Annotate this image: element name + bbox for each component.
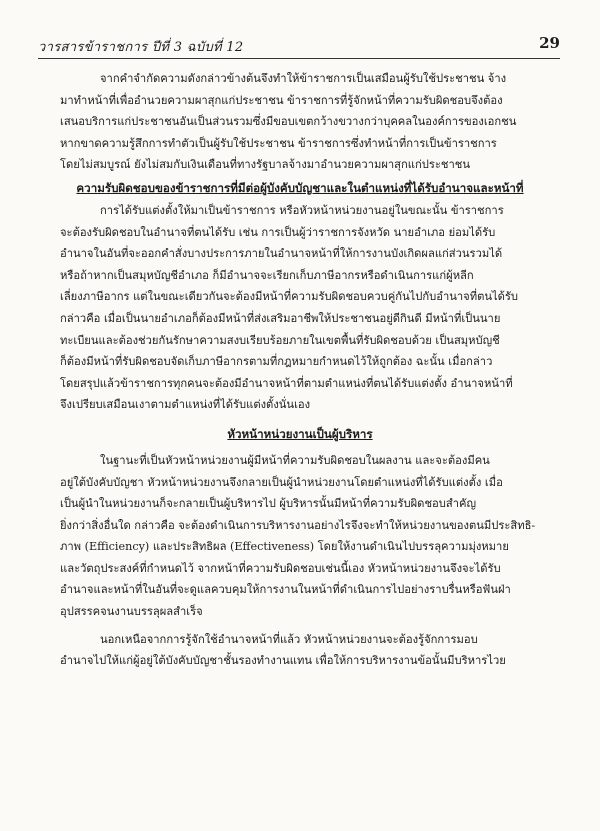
- text-line: ในฐานะที่เป็นหัวหน้าหน่วยงานผู้มีหน้าที่ความรับผิดชอบในผลงาน และจะต้องมีคน: [100, 453, 490, 467]
- text-line: ภาพ (Efficiency) และประสิทธิผล (Effectiveness) โดยให้งานดำเนินไปบรรลุความมุ่งหมาย: [60, 540, 509, 554]
- paragraph-3: [60, 450, 540, 623]
- journal-name: วารสารข้าราชการ ปีที่ 3 ฉบับที่ 12: [38, 40, 244, 55]
- text-line: ก็ต้องมีหน้าที่รับผิดชอบจัดเก็บภาษีอากรตามที่กฎหมายกำหนดไว้ให้ถูกต้อง ฉะนั้น เมื่อกล่าว: [60, 355, 493, 369]
- text-line: ทะเบียนและต้องช่วยกันรักษาความสงบเรียบร้อยภายในเขตพื้นที่รับผิดชอบด้วย เป็นสมุหบัญชี: [60, 333, 500, 347]
- text-line: อยู่ใต้บังคับบัญชา หัวหน้าหน่วยงานจึงกลายเป็นผู้นำหน่วยงานโดยตำแหน่งที่ได้รับแต่งตั้ง เมื่อ: [60, 475, 503, 489]
- running-header: [38, 34, 560, 59]
- paragraph-1: [60, 68, 540, 176]
- section-heading-responsibility: ความรับผิดชอบของข้าราชการที่มีต่อผู้บังคับบัญชาและในตำแหน่งที่ได้รับอำนาจและหน้าที่: [76, 180, 524, 195]
- section-heading-executive: หัวหน้าหน่วยงานเป็นผู้บริหาร: [227, 426, 373, 441]
- text-line: โดยสรุปแล้วข้าราชการทุกคนจะต้องมีอำนาจหน้าที่ตามตำแหน่งที่ตนได้รับแต่งตั้ง อำนาจหน้าที่: [60, 376, 513, 390]
- paragraph-4: [60, 629, 540, 672]
- body-text: [60, 68, 540, 672]
- text-line: กล่าวคือ เมื่อเป็นนายอำเภอก็ต้องมีหน้าที่ส่งเสริมอาชีพให้ประชาชนอยู่ดีกินดี มีหน้าที่เป็นนาย: [60, 311, 501, 325]
- text-line: อำนาจในอันที่จะออกคำสั่งบางประการภายในอำนาจหน้าที่ให้การงานบังเกิดผลแก่ส่วนรวมได้: [60, 247, 503, 261]
- paragraph-2: [60, 200, 540, 416]
- text-line: เป็นผู้นำในหน่วยงานก็จะกลายเป็นผู้บริหารไป ผู้บริหารนั้นมีหน้าที่ความรับผิดชอบสำคัญ: [60, 497, 476, 511]
- text-line: จึงเปรียบเสมือนเงาตามตำแหน่งที่ได้รับแต่งตั้งนั่นเอง: [60, 398, 311, 412]
- text-line: อุปสรรคจนงานบรรลุผลสำเร็จ: [60, 605, 203, 619]
- text-line: อำนาจและหน้าที่ในอันที่จะดูแลควบคุมให้การงานในหน้าที่ดำเนินการไปอย่างราบรื่นหรือฟันฝ่า: [60, 583, 511, 597]
- text-line: จะต้องรับผิดชอบในอำนาจที่ตนได้รับ เช่น การเป็นผู้ว่าราชการจังหวัด นายอำเภอ ย่อมได้รับ: [60, 225, 496, 239]
- text-line: เลี่ยงภาษีอากร แต่ในขณะเดียวกันจะต้องมีหน้าที่ความรับผิดชอบควบคู่กันไปกับอำนาจที่ตนได้รับ: [60, 290, 519, 304]
- text-line: หรือถ้าหากเป็นสมุหบัญชีอำเภอ ก็มีอำนาจจะเรียกเก็บภาษีอากรหรือดำเนินการแก่ผู้หลีก: [60, 268, 474, 282]
- text-line: จากคำจำกัดความดังกล่าวข้างต้นจึงทำให้ข้าราชการเป็นเสมือนผู้รับใช้ประชาชน จ้าง: [100, 72, 507, 85]
- text-line: เสนอบริการแก่ประชาชนอันเป็นส่วนรวมซึ่งมีขอบเขตกว้างขวางกว่าบุคคลในองค์การของเอกชน: [60, 115, 517, 129]
- text-line: โดยไม่สมบูรณ์ ยังไม่สมกับเงินเดือนที่ทางรัฐบาลจ้างมาอำนวยความผาสุกแก่ประชาชน: [60, 158, 471, 172]
- text-line: ยิ่งกว่าสิ่งอื่นใด กล่าวคือ จะต้องดำเนินการบริหารงานอย่างไรจึงจะทำให้หน่วยงานของตนมีประสิทธิ-: [60, 518, 536, 532]
- text-line: และวัตถุประสงค์ที่กำหนดไว้ จากหน้าที่ความรับผิดชอบเช่นนี้เอง หัวหน้าหน่วยงานจึงจะได้รับ: [60, 561, 501, 575]
- text-line: อำนาจไปให้แก่ผู้อยู่ใต้บังคับบัญชาชั้นรองทำงานแทน เพื่อให้การบริหารงานข้อนั้นมีบริหารไวย: [60, 654, 506, 668]
- text-line: มาทำหน้าที่เพื่ออำนวยความผาสุกแก่ประชาชน ข้าราชการที่รู้จักหน้าที่ความรับผิดชอบจึงต้อง: [60, 93, 503, 107]
- text-line: การได้รับแต่งตั้งให้มาเป็นข้าราชการ หรือหัวหน้าหน่วยงานอยู่ในขณะนั้น ข้าราชการ: [100, 203, 504, 217]
- page-number: 29: [539, 34, 560, 52]
- text-line: นอกเหนือจากการรู้จักใช้อำนาจหน้าที่แล้ว หัวหน้าหน่วยงานจะต้องรู้จักการมอบ: [100, 632, 478, 646]
- text-line: หากขาดความรู้สึกการทำตัวเป็นผู้รับใช้ประชาชน ข้าราชการซึ่งทำหน้าที่การเป็นข้าราชการ: [60, 136, 497, 150]
